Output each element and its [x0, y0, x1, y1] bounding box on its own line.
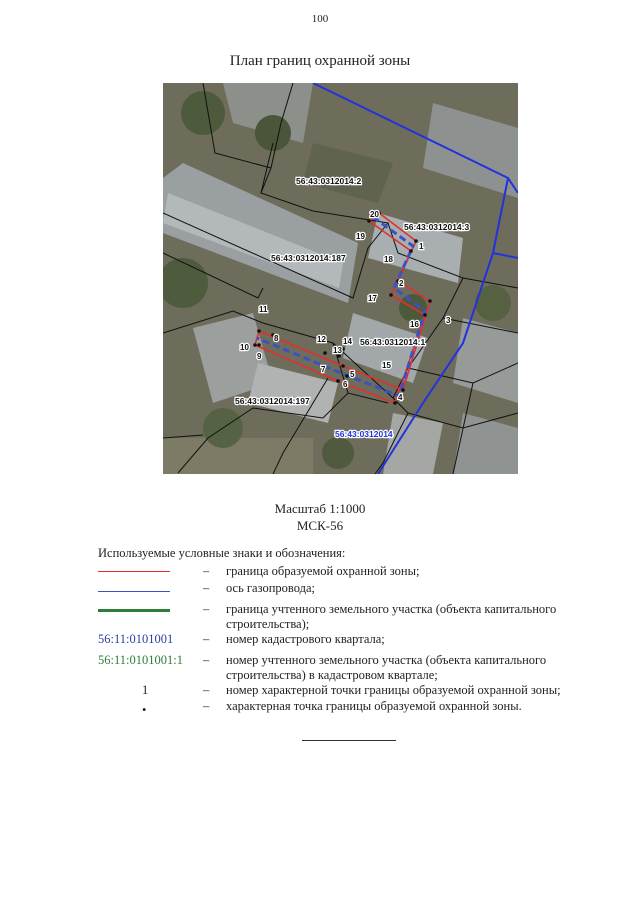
point-label-12: 12	[317, 335, 326, 344]
point-label-11: 11	[259, 305, 268, 314]
point-label-17: 17	[368, 294, 377, 303]
quarter-label: 56:43:0312014	[335, 429, 393, 439]
gas-axis-symbol	[98, 591, 170, 592]
legend-desc: характерная точка границы образуемой охранной зоны.	[226, 699, 522, 713]
point-label-13: 13	[333, 346, 342, 355]
page-number: 100	[311, 13, 329, 25]
map-canvas	[163, 83, 518, 474]
zone-boundary-symbol	[98, 571, 170, 572]
point-label-14: 14	[343, 337, 352, 346]
footer-rule	[302, 740, 396, 741]
legend-dash: –	[203, 699, 210, 713]
legend-desc: ось газопровода;	[226, 581, 316, 595]
point-label-7: 7	[321, 365, 326, 374]
point-label-6: 6	[343, 380, 348, 389]
point-label-18: 18	[384, 255, 393, 264]
point-label-2: 2	[399, 279, 404, 288]
quarter-number-sample: 56:11:0101001	[98, 632, 174, 646]
point-label-9: 9	[257, 352, 262, 361]
legend-desc: номер кадастрового квартала;	[226, 632, 385, 646]
point-label-19: 19	[356, 232, 365, 241]
point-number-sample: 1	[142, 683, 149, 697]
legend-dash: –	[203, 564, 210, 578]
point-label-20: 20	[370, 210, 379, 219]
point-dot-icon: •	[142, 703, 147, 717]
point-label-5: 5	[350, 370, 355, 379]
parcel-label-1: 56:43:0312014:1	[360, 337, 426, 347]
point-label-3: 3	[446, 316, 451, 325]
legend-desc: номер характерной точки границы образуемой охранной зоны;	[226, 683, 561, 697]
legend-item-characteristic-point	[98, 699, 578, 719]
parcel-label-3: 56:43:0312014:3	[404, 222, 470, 232]
legend-desc: граница учтенного земельного участка (объекта капитального строительства);	[226, 602, 557, 631]
legend-desc: номер учтенного земельного участка (объекта капитального строительства) в кадастровом квартале;	[226, 653, 547, 682]
parcel-label-2: 56:43:0312014:2	[296, 176, 362, 186]
point-label-8: 8	[274, 334, 279, 343]
parcel-boundary-symbol	[98, 609, 170, 612]
scale-text: Масштаб 1:1000	[274, 501, 366, 516]
legend-dash: –	[203, 581, 210, 595]
legend-heading: Используемые условные знаки и обозначения:	[98, 546, 346, 560]
legend-item-quarter-number	[98, 632, 578, 652]
page-title: План границ охранной зоны	[229, 53, 411, 69]
legend-dash: –	[203, 653, 210, 667]
parcel-label-197: 56:43:0312014:197	[235, 396, 310, 406]
map-panel	[163, 83, 518, 474]
legend-item-parcel-boundary	[98, 602, 578, 634]
point-label-16: 16	[410, 320, 419, 329]
legend-dash: –	[203, 632, 210, 646]
legend-dash: –	[203, 602, 210, 616]
point-label-10: 10	[240, 343, 249, 352]
legend-item-gas-axis	[98, 581, 578, 601]
parcel-number-sample: 56:11:0101001:1	[98, 653, 183, 667]
scale-block	[0, 500, 640, 534]
legend-desc: граница образуемой охранной зоны;	[226, 564, 420, 578]
legend-dash: –	[203, 683, 210, 697]
point-label-4: 4	[398, 393, 403, 402]
parcel-label-187: 56:43:0312014:187	[271, 253, 346, 263]
point-label-15: 15	[382, 361, 391, 370]
legend-item-parcel-number	[98, 653, 578, 685]
coordinate-system: МСК-56	[296, 518, 344, 533]
point-label-1: 1	[419, 242, 424, 251]
